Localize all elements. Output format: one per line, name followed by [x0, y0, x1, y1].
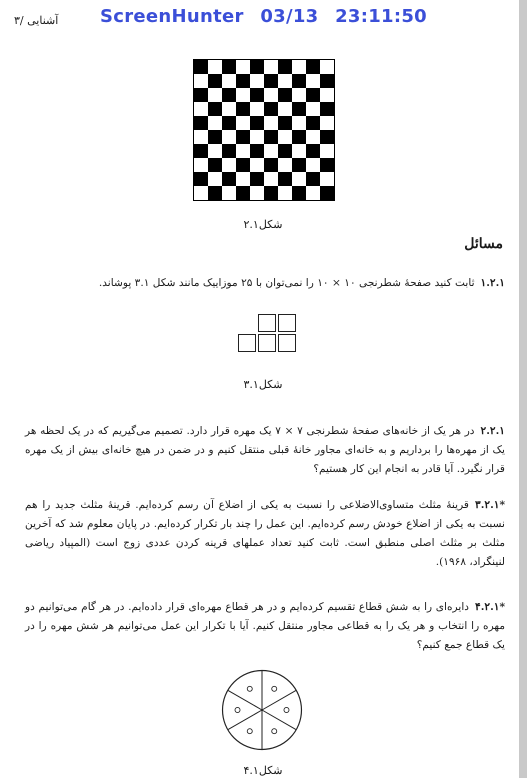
- board-square: [222, 60, 236, 74]
- board-square: [264, 158, 278, 172]
- problem-text: دایره‌ای را به شش قطاع تقسیم کرده‌ایم و در هر قطاع مهره‌ای قرار داده‌ایم. در هر گام می‌توانیم دو مهره را انتخاب و هر یک را به قطاعی مجاور منتقل کنیم. آیا با تکرار این عمل می‌توانیم هر شش مهره را در یک قطاع جمع کنیم؟: [25, 601, 505, 651]
- coin: [272, 729, 277, 734]
- problem-number: *۳.۲.۱: [475, 499, 505, 511]
- board-square: [278, 172, 292, 186]
- pent-cell: [278, 334, 296, 352]
- coin: [284, 707, 289, 712]
- problem-number: *۴.۲.۱: [475, 601, 505, 613]
- board-square: [208, 74, 222, 88]
- board-square: [222, 116, 236, 130]
- board-square: [222, 88, 236, 102]
- board-square: [278, 144, 292, 158]
- problem-4: [25, 598, 505, 655]
- board-square: [292, 102, 306, 116]
- board-square: [236, 102, 250, 116]
- sector-divider: [262, 710, 296, 730]
- board-square: [264, 130, 278, 144]
- sector-divider: [228, 710, 262, 730]
- board-square: [236, 130, 250, 144]
- board-square: [264, 186, 278, 200]
- problem-text: ثابت کنید صفحهٔ شطرنجی ۱۰ × ۱۰ را نمی‌توان با ۲۵ موزاییک مانند شکل ۳.۱ پوشاند.: [98, 277, 475, 289]
- board-square: [292, 186, 306, 200]
- board-square: [306, 60, 320, 74]
- board-square: [292, 74, 306, 88]
- board-square: [250, 116, 264, 130]
- board-square: [250, 144, 264, 158]
- section-title: مسائل: [464, 236, 503, 252]
- board-square: [306, 144, 320, 158]
- pent-cell: [258, 334, 276, 352]
- screenhunter-watermark: [100, 6, 427, 27]
- coin: [272, 686, 277, 691]
- board-square: [320, 158, 334, 172]
- board-square: [320, 186, 334, 200]
- board-square: [250, 60, 264, 74]
- board-square: [320, 74, 334, 88]
- board-square: [208, 186, 222, 200]
- figure-caption-3: شکل۴.۱: [243, 764, 283, 777]
- board-square: [292, 158, 306, 172]
- board-square: [278, 88, 292, 102]
- board-square: [250, 88, 264, 102]
- circle-sectors-figure: [220, 668, 304, 752]
- board-square: [250, 172, 264, 186]
- board-square: [306, 172, 320, 186]
- problem-1: [25, 274, 505, 293]
- watermark-time: 23:11:50: [335, 6, 428, 27]
- board-square: [208, 102, 222, 116]
- running-header: آشنایی /۳: [14, 14, 59, 27]
- sector-divider: [262, 690, 296, 710]
- board-square: [194, 88, 208, 102]
- board-square: [264, 102, 278, 116]
- board-square: [306, 88, 320, 102]
- coin: [247, 686, 252, 691]
- watermark-app: ScreenHunter: [100, 6, 244, 27]
- pent-cell: [278, 314, 296, 332]
- problem-number: ۲.۲.۱: [480, 425, 505, 437]
- pent-cell: [258, 314, 276, 332]
- page-edge: [519, 0, 527, 778]
- board-square: [194, 60, 208, 74]
- board-square: [292, 130, 306, 144]
- figure-caption-1: شکل۲.۱: [243, 218, 283, 231]
- board-square: [278, 60, 292, 74]
- board-square: [194, 144, 208, 158]
- sector-divider: [228, 690, 262, 710]
- board-square: [306, 116, 320, 130]
- board-square: [222, 144, 236, 158]
- board-square: [236, 186, 250, 200]
- board-square: [320, 102, 334, 116]
- watermark-date: 03/13: [260, 6, 319, 27]
- board-square: [194, 116, 208, 130]
- pentomino-figure: [238, 314, 296, 354]
- board-square: [208, 130, 222, 144]
- coin: [235, 707, 240, 712]
- pent-cell: [238, 334, 256, 352]
- coin: [247, 729, 252, 734]
- board-square: [208, 158, 222, 172]
- board-square: [264, 74, 278, 88]
- problem-2: [25, 422, 505, 479]
- board-square: [278, 116, 292, 130]
- problem-text: قرینهٔ مثلث متساوی‌الاضلاعی را نسبت به یکی از اضلاع آن رسم کرده‌ایم. قرینهٔ مثلث جدید را هم نسبت به یکی از اضلاع خودش رسم کرده‌ایم. این عمل را چند بار تکرار کرده‌ایم. در پایان معلوم شد که آخرین مثلث بر مثلث اصلی منطبق است. ثابت کنید تعداد عملهای قرینه کردن عددی زوج است (المپیاد ریاضی لنینگراد، ۱۹۶۸).: [25, 499, 505, 568]
- checkerboard-figure: [193, 59, 335, 201]
- board-square: [320, 130, 334, 144]
- board-square: [222, 172, 236, 186]
- problem-text: در هر یک از خانه‌های صفحهٔ شطرنجی ۷ × ۷ یک مهره قرار دارد. تصمیم می‌گیریم که در یک لحظه هر یک از مهره‌ها را برداریم و به خانه‌ای مجاور خانهٔ قبلی منتقل کنیم و در ضمن در هیچ خانه‌ای بیش از یک مهره قرار نگیرد. آیا قادر به انجام این کار هستیم؟: [25, 425, 505, 475]
- problem-number: ۱.۲.۱: [480, 277, 505, 289]
- problem-3: [25, 496, 505, 572]
- figure-caption-2: شکل۳.۱: [243, 378, 283, 391]
- board-square: [236, 158, 250, 172]
- board-square: [194, 172, 208, 186]
- board-square: [236, 74, 250, 88]
